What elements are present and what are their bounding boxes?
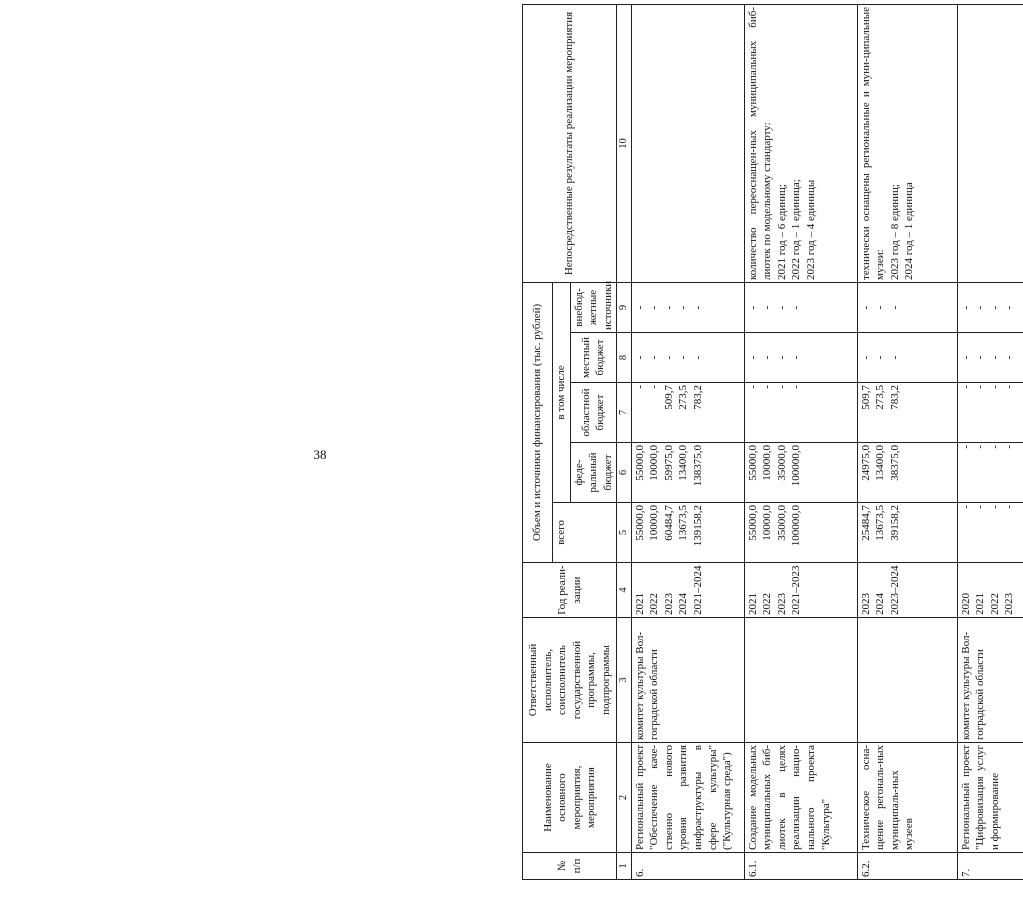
table-body (631, 4, 1023, 879)
local-value: - (746, 355, 759, 360)
year-value: 2024 (677, 593, 690, 615)
federal-value: 13400,0 (677, 445, 690, 481)
local-value: - (959, 355, 972, 360)
year-value: 2021 (633, 593, 646, 615)
regional-value: 273,5 (677, 385, 690, 410)
local-value: - (648, 355, 661, 360)
local-cell (631, 333, 744, 383)
header-local: местный бюджет (570, 333, 617, 383)
year-value: 2022 (988, 593, 1001, 615)
federal-value: 10000,0 (648, 445, 661, 481)
executor: комитет культуры Вол-гоградской области (631, 618, 744, 743)
executor (857, 618, 957, 743)
column-number: 9 (617, 282, 632, 332)
column-number: 4 (617, 563, 632, 618)
row-number: 6. (631, 853, 744, 880)
header-extrabudget: внебюд-жетные источники (570, 282, 617, 332)
column-number: 8 (617, 333, 632, 383)
local-value: - (790, 355, 803, 360)
local-value: - (874, 355, 887, 360)
year-value: 2023–2024 (888, 565, 901, 615)
extra-value: - (988, 305, 1001, 310)
federal-value: 59975,0 (662, 445, 675, 481)
column-number: 2 (617, 743, 632, 853)
extra-value: - (790, 305, 803, 310)
column-number: 7 (617, 383, 632, 443)
page-number: 38 (313, 447, 327, 462)
total-value: - (959, 505, 972, 509)
federal-cell (631, 443, 744, 503)
column-number: 1 (617, 853, 632, 880)
total-cell (857, 503, 957, 563)
extra-cell (857, 282, 957, 332)
header-total: всего (553, 503, 617, 563)
total-value: 13673,5 (677, 505, 690, 541)
header-federal: феде-ральный бюджет (570, 443, 617, 503)
regional-value: - (988, 385, 1001, 389)
regional-value: - (648, 385, 661, 389)
column-number: 5 (617, 503, 632, 563)
regional-value: - (633, 385, 646, 389)
total-value: 139158,2 (691, 505, 704, 547)
year-value: 2023 (775, 593, 788, 615)
extra-value: - (959, 305, 972, 310)
row-number: 7. (957, 853, 1023, 880)
regional-value: - (974, 385, 987, 389)
year-value: 2023 (859, 593, 872, 615)
regional-value: 273,5 (874, 385, 887, 410)
total-value: 39158,2 (888, 505, 901, 541)
total-value: 100000,0 (790, 505, 803, 547)
local-value: - (633, 355, 646, 360)
local-value: - (662, 355, 675, 360)
row-number: 6.1. (744, 853, 857, 880)
table-row (631, 4, 744, 879)
local-cell (857, 333, 957, 383)
extra-value: - (888, 305, 901, 310)
local-value: - (988, 355, 1001, 360)
extra-value: - (746, 305, 759, 310)
header-name: Наименование основного мероприятия, мероприятия (523, 743, 617, 853)
federal-value: 55000,0 (633, 445, 646, 481)
federal-value: 10000,0 (761, 445, 774, 481)
regional-value: - (790, 385, 803, 389)
regional-value: 509,7 (662, 385, 675, 410)
header-executor: Ответственный исполнитель, соисполнитель государственной программы, подпрограммы (523, 618, 617, 743)
extra-value: - (775, 305, 788, 310)
total-cell (744, 503, 857, 563)
extra-value: - (662, 305, 675, 310)
year-value: 2022 (648, 593, 661, 615)
regional-value: 509,7 (859, 385, 872, 410)
total-value: 10000,0 (761, 505, 774, 541)
row-number: 6.2. (857, 853, 957, 880)
extra-value: - (677, 305, 690, 310)
regional-value: - (1003, 385, 1016, 389)
year-value: 2021 (974, 593, 987, 615)
years-cell (857, 563, 957, 618)
total-cell (631, 503, 744, 563)
local-value: - (691, 355, 704, 360)
local-value: - (859, 355, 872, 360)
extra-value: - (974, 305, 987, 310)
federal-cell (857, 443, 957, 503)
year-value: 2021–2024 (691, 565, 704, 615)
federal-value: - (974, 445, 987, 449)
result-text: количество переоснащен-ных муниципальных биб-лиотек по модельному стандарту: 2021 год – 6 единиц; 2022 год – 1 единица; 2023 год – 4 единицы (744, 4, 857, 282)
activity-name: Техническое осна-щение регональ-ных муниципаль-ных музеев (857, 743, 957, 853)
regional-value: - (775, 385, 788, 389)
total-value: 55000,0 (746, 505, 759, 541)
total-value: 55000,0 (633, 505, 646, 541)
extra-value: - (691, 305, 704, 310)
federal-value: - (1003, 445, 1016, 449)
total-value: 25484,7 (859, 505, 872, 541)
table-row (857, 4, 957, 879)
extra-value: - (633, 305, 646, 310)
regional-value: 783,2 (888, 385, 901, 410)
local-value: - (888, 355, 901, 360)
federal-value: 35000,0 (775, 445, 788, 481)
federal-value: - (988, 445, 1001, 449)
federal-cell (744, 443, 857, 503)
federal-value: - (959, 445, 972, 449)
local-value: - (1003, 355, 1016, 360)
regional-cell (857, 383, 957, 443)
regional-value: - (761, 385, 774, 389)
local-value: - (775, 355, 788, 360)
total-value: 10000,0 (648, 505, 661, 541)
year-value: 2023 (662, 593, 675, 615)
federal-value: 100000,0 (790, 445, 803, 487)
total-value: - (1003, 505, 1016, 509)
years-cell (957, 563, 1023, 618)
total-value: - (974, 505, 987, 509)
total-value: - (988, 505, 1001, 509)
regional-cell (631, 383, 744, 443)
extra-cell (957, 282, 1023, 332)
federal-value: 138375,0 (691, 445, 704, 487)
column-number: 10 (617, 4, 632, 282)
table-row (744, 4, 857, 879)
year-value: 2021 (746, 593, 759, 615)
federal-value: 38375,0 (888, 445, 901, 481)
header-regional: областной бюджет (570, 383, 617, 443)
result-text (957, 4, 1023, 282)
extra-value: - (761, 305, 774, 310)
header-year: Год реали-зации (523, 563, 617, 618)
regional-value: 783,2 (691, 385, 704, 410)
header-number: № п/п (523, 853, 617, 880)
result-text (631, 4, 744, 282)
activity-name: Региональный проект "Обеспечение каче-ственно нового уровня развития инфраструктуры в сфере культуры" ("Культурная среда") (631, 743, 744, 853)
extra-value: - (859, 305, 872, 310)
total-value: 60484,7 (662, 505, 675, 541)
header-including: в том числе (553, 282, 571, 502)
header-financing: Объем и источники финансирования (тыс. рублей) (523, 282, 553, 562)
federal-value: 24975,0 (859, 445, 872, 481)
federal-value: 55000,0 (746, 445, 759, 481)
regional-value: - (959, 385, 972, 389)
year-value: 2021–2023 (790, 565, 803, 615)
activity-name: Региональный проект "Цифровизация услуг и формирование (957, 743, 1023, 853)
result-text: технически оснащены региональные и муни-ципальные музеи: 2023 год – 8 единиц; 2024 год – 1 единица (857, 4, 957, 282)
table-row (957, 4, 1023, 879)
financing-table (522, 4, 1023, 880)
local-cell (744, 333, 857, 383)
local-value: - (761, 355, 774, 360)
local-value: - (974, 355, 987, 360)
regional-cell (957, 383, 1023, 443)
extra-cell (744, 282, 857, 332)
activity-name: Создание модельных муниципальных биб-лиотек в целях реализации нацио-нального проекта "Культура" (744, 743, 857, 853)
local-cell (957, 333, 1023, 383)
executor (744, 618, 857, 743)
extra-cell (631, 282, 744, 332)
extra-value: - (874, 305, 887, 310)
local-value: - (677, 355, 690, 360)
year-value: 2023 (1003, 593, 1016, 615)
year-value: 2024 (874, 593, 887, 615)
regional-value: - (746, 385, 759, 389)
extra-value: - (1003, 305, 1016, 310)
federal-value: 13400,0 (874, 445, 887, 481)
total-cell (957, 503, 1023, 563)
year-value: 2022 (761, 593, 774, 615)
years-cell (631, 563, 744, 618)
year-value: 2020 (959, 593, 972, 615)
column-number-row (617, 4, 632, 879)
rotated-table-wrapper (522, 5, 1016, 880)
extra-value: - (648, 305, 661, 310)
column-number: 6 (617, 443, 632, 503)
executor: комитет культуры Вол-гоградской области (957, 618, 1023, 743)
total-value: 35000,0 (775, 505, 788, 541)
column-number: 3 (617, 618, 632, 743)
regional-cell (744, 383, 857, 443)
total-value: 13673,5 (874, 505, 887, 541)
federal-cell (957, 443, 1023, 503)
years-cell (744, 563, 857, 618)
header-results: Непосредственные результаты реализации мероприятия (523, 4, 617, 282)
